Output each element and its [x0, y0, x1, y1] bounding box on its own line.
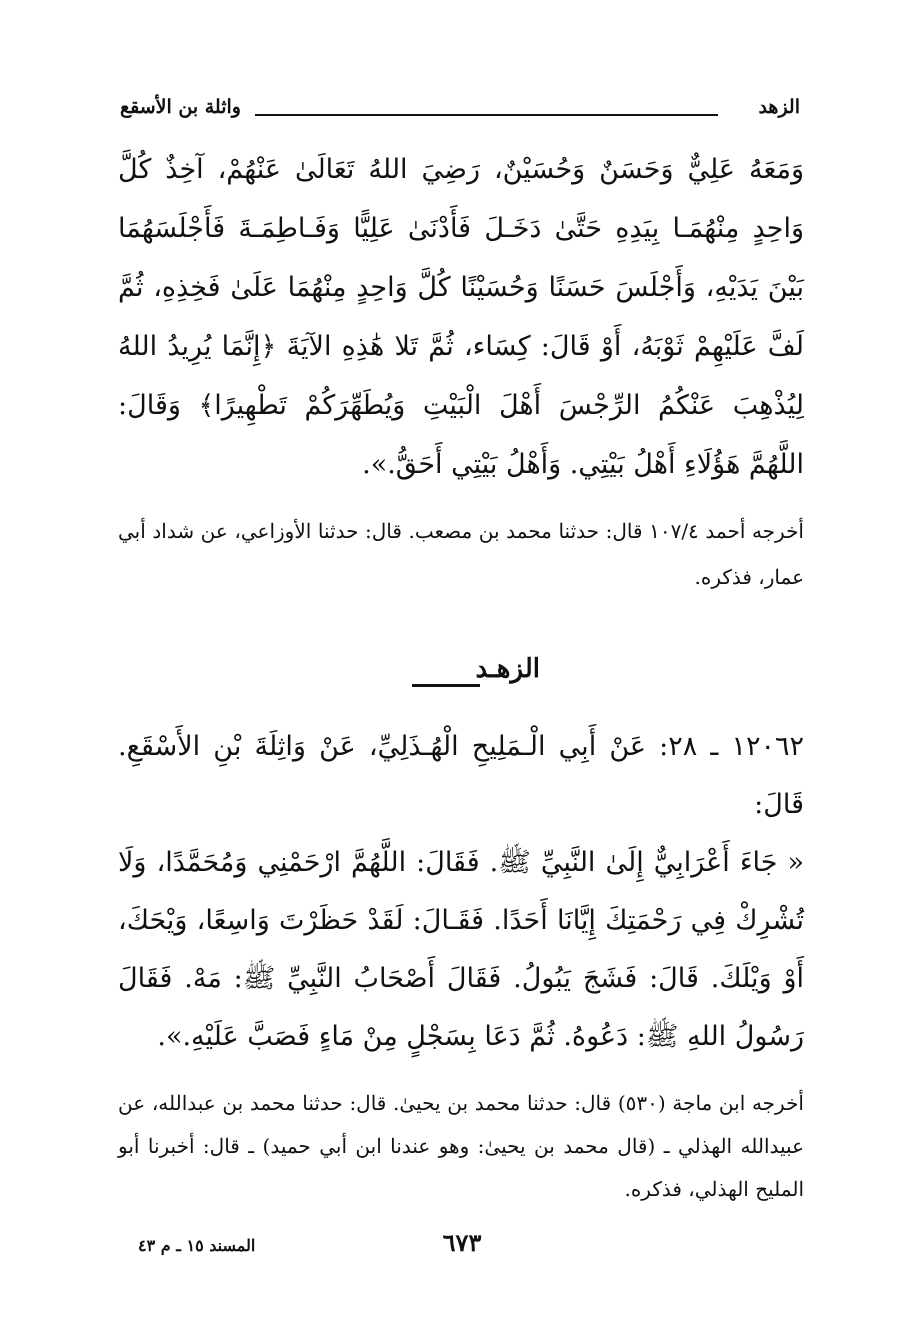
- hadith-body: « جَاءَ أَعْرَابِيٌّ إِلَىٰ النَّبِيِّ ﷺ. فَقَالَ: اللَّهُمَّ ارْحَمْنِي وَمُحَمَّدًا، وَلَا تُشْرِكْ فِي رَحْمَتِكَ إِيَّانَا أَحَدًا. فَقَـالَ: لَقَدْ حَظَرْتَ وَاسِعًا، وَيْحَكَ، أَوْ وَيْلَكَ. قَالَ: فَشَجَ يَبُولُ. فَقَالَ أَصْحَابُ النَّبِيِّ ﷺ: مَهْ. فَقَالَ رَسُولُ اللهِ ﷺ: دَعُوهُ. ثُمَّ دَعَا بِسَجْلٍ مِنْ مَاءٍ فَصَبَّ عَلَيْهِ.».: [118, 847, 804, 1052]
- page-number: ٦٧٣: [442, 1228, 482, 1257]
- header-narrator-title: واثلة بن الأسقع: [120, 96, 241, 118]
- takhrij-note-2: أخرجه ابن ماجة (٥٣٠) قال: حدثنا محمد بن يحيىٰ. قال: حدثنا محمد بن عبدالله، عن عبيدالله الهذلي ـ (قال محمد بن يحيىٰ: وهو عندنا ابن أبي حميد) ـ قال: أخبرنا أبو المليح الهذلي، فذكره.: [118, 1091, 804, 1201]
- hadith-heading: ١٢٠٦٢ ـ ٢٨: عَنْ أَبِي الْـمَلِيحِ الْهُـذَلِيِّ، عَنْ وَاثِلَةَ بْنِ الأَسْقَعِ. قَالَ:: [118, 731, 805, 820]
- section-heading: [400, 654, 540, 698]
- page-footer: [120, 1228, 804, 1268]
- section-title-underline: [412, 684, 480, 687]
- running-header: [120, 96, 800, 130]
- section-title: الزهـد: [475, 654, 540, 684]
- header-chapter-title: الزهد: [758, 96, 800, 118]
- printer-signature: المسند ١٥ ـ م ٤٣: [138, 1236, 256, 1255]
- takhrij-note-1: أخرجه أحمد ١٠٧/٤ قال: حدثنا محمد بن مصعب. قال: حدثنا الأوزاعي، عن شداد أبي عمار، فذكره.: [118, 519, 804, 589]
- previous-hadith-continuation: وَمَعَهُ عَلِيٌّ وَحَسَنٌ وَحُسَيْنٌ، رَضِيَ اللهُ تَعَالَىٰ عَنْهُمْ، آخِذٌ كُلَّ وَاحِدٍ مِنْهُمَـا بِيَدِهِ حَتَّىٰ دَخَـلَ فَأَدْنَىٰ عَلِيًّا وَفَـاطِمَـةَ فَأَجْلَسَهُمَا بَيْنَ يَدَيْهِ، وَأَجْلَسَ حَسَنًا وَحُسَيْنًا كُلَّ وَاحِدٍ مِنْهُمَا عَلَىٰ فَخِذِهِ، ثُمَّ لَفَّ عَلَيْهِمْ ثَوْبَهُ، أَوْ قَالَ: كِسَاء، ثُمَّ تَلا هَٰذِهِ الآيَةَ ﴿إِنَّمَا يُرِيدُ اللهُ لِيُذْهِبَ عَنْكُمُ الرِّجْسَ أَهْلَ الْبَيْتِ وَيُطَهِّرَكُمْ تَطْهِيرًا﴾ وَقَالَ: اللَّهُمَّ هَؤُلَاءِ أَهْلُ بَيْتِي. وَأَهْلُ بَيْتِي أَحَقُّ.».: [118, 154, 804, 480]
- header-rule: [255, 114, 718, 116]
